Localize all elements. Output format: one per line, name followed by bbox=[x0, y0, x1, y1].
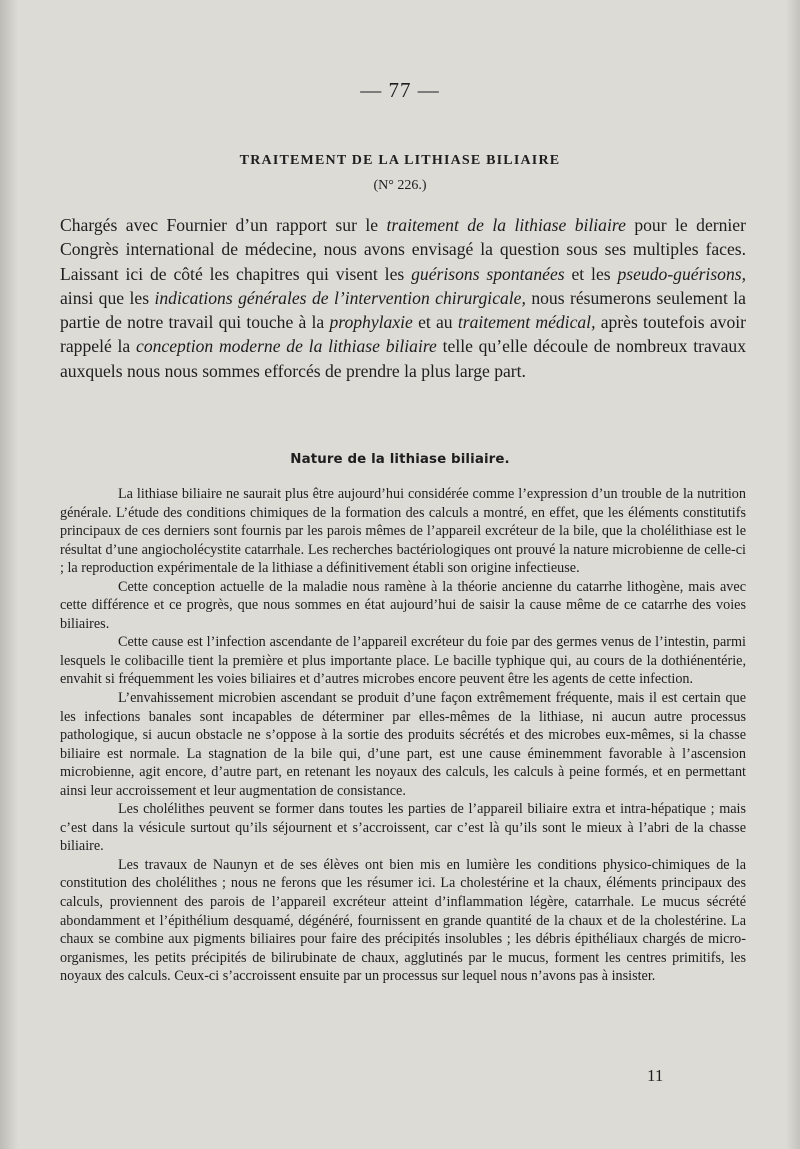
intro-text: pour le dernier Congrès international de médecine, nous avons envisagé la question sous ses multiples faces. Laissant ici de côté les chapitres qui visent les bbox=[60, 215, 746, 284]
intro-italic: traitement médical, bbox=[457, 312, 596, 333]
intro-italic: indications générales de l’intervention chirurgicale, bbox=[154, 287, 526, 308]
body-paragraph: La lithiase biliaire ne saurait plus être aujourd’hui considérée comme l’expression d’un trouble de la nutrition générale. L’étude des conditions chimiques de la formation des calculs a montré, en effet, que les éléments constitutifs principaux de ces derniers sont fournis par les parois mêmes de l’appareil excréteur de la bile, que la cholélithiase est le résultat d’une angiocholécystite catarrhale. Les recherches bactériologiques ont prouvé la nature microbienne de celle-ci ; la reproduction expérimentale de la lithiase a définitivement établi son origine infectieuse. bbox=[60, 486, 746, 577]
intro-text: telle qu’elle découle de nombreux travaux auxquels nous nous sommes efforcés de prendre la plus large part. bbox=[60, 336, 747, 381]
body-text bbox=[60, 485, 746, 986]
intro-italic: prophylaxie bbox=[329, 312, 413, 333]
body-paragraph: Les travaux de Naunyn et de ses élèves ont bien mis en lumière les conditions physico-chimiques de la constitution des cholélithes ; nous ne ferons que les résumer ici. La cholestérine et la chaux, éléments principaux des calculs, proviennent des parois de l’appareil excréteur atteint d’inflammation légère, catarrhale. Le mucus sécrété abondamment et l’épithélium desquamé, dégénéré, fournissent en grande quantité de la chaux et de la cholestérine. La chaux se combine aux pigments biliaires pour faire des précipités insolubles ; les débris épithéliaux chargés de micro-organismes, les petits précipités de bilirubinate de chaux, agglutinés par le mucus, forment les centres primitifs, les noyaux des calculs. Ceux-ci s’accroissent ensuite par un processus sur lequel nous n’avons pas à insister. bbox=[60, 856, 746, 985]
body-paragraph: L’envahissement microbien ascendant se produit d’une façon extrêmement fréquente, mais il est certain que les infections banales sont incapables de déterminer par elles-mêmes de la lithiase, ni aucun autre processus pathologique, si aucun obstacle ne s’oppose à la sortie des produits sécrétés et des microbes eux-mêmes, si la chasse biliaire est normale. La stagnation de la bile qui, d’une part, est une cause éminemment favorable à l’ascension microbienne, agit encore, d’autre part, en retenant les noyaux des calculs, les calculs à peine formés, et en permettant ainsi leur accroissement et leur augmentation de consistance. bbox=[60, 690, 746, 799]
section-heading: Nature de la lithiase biliaire. bbox=[290, 452, 510, 467]
signature-mark: 11 bbox=[647, 1066, 664, 1085]
intro-text: ainsi que les bbox=[60, 287, 155, 308]
body-paragraph: Les cholélithes peuvent se former dans toutes les parties de l’appareil biliaire extra et intra-hépatique ; mais c’est dans la vésicule surtout qu’ils séjournent et s’accroissent, car c’est là qu’ils sont le mieux à l’abri de la chasse biliaire. bbox=[60, 801, 746, 855]
intro-italic: guérisons spontanées bbox=[411, 263, 565, 284]
article-number: (N° 226.) bbox=[373, 178, 427, 193]
intro-text: Chargés avec Fournier d’un rapport sur le bbox=[60, 215, 387, 235]
intro-text: et les bbox=[564, 263, 618, 284]
intro-paragraph bbox=[60, 213, 746, 383]
intro-text: et au bbox=[412, 312, 458, 333]
intro-italic: traitement de la lithiase biliaire bbox=[386, 215, 626, 235]
intro-italic: conception moderne de la lithiase biliaire bbox=[136, 336, 437, 357]
intro-text: après toutefois avoir rappelé la bbox=[60, 312, 746, 357]
body-paragraph: Cette conception actuelle de la maladie nous ramène à la théorie ancienne du catarrhe lithogène, mais avec cette différence et ce progrès, que nous sommes en état aujourd’hui de saisir la cause même de ce catarrhe des voies biliaires. bbox=[60, 578, 746, 632]
page-number: — 77 — bbox=[360, 78, 440, 102]
body-paragraph: Cette cause est l’infection ascendante de l’appareil excréteur du foie par des germes venus de l’intestin, parmi lesquels le colibacille tient la première et plus importante place. Le bacille typhique qui, au cours de la dothiénentérie, envahit si fréquemment les voies biliaires et d’autres microbes encore peuvent être les agents de cette infection. bbox=[60, 634, 746, 688]
intro-italic: pseudo-guérisons, bbox=[617, 263, 747, 284]
intro-text: nous résumerons seulement la partie de notre travail qui touche à la bbox=[60, 287, 746, 333]
page-title: TRAITEMENT DE LA LITHIASE BILIAIRE bbox=[239, 153, 561, 168]
